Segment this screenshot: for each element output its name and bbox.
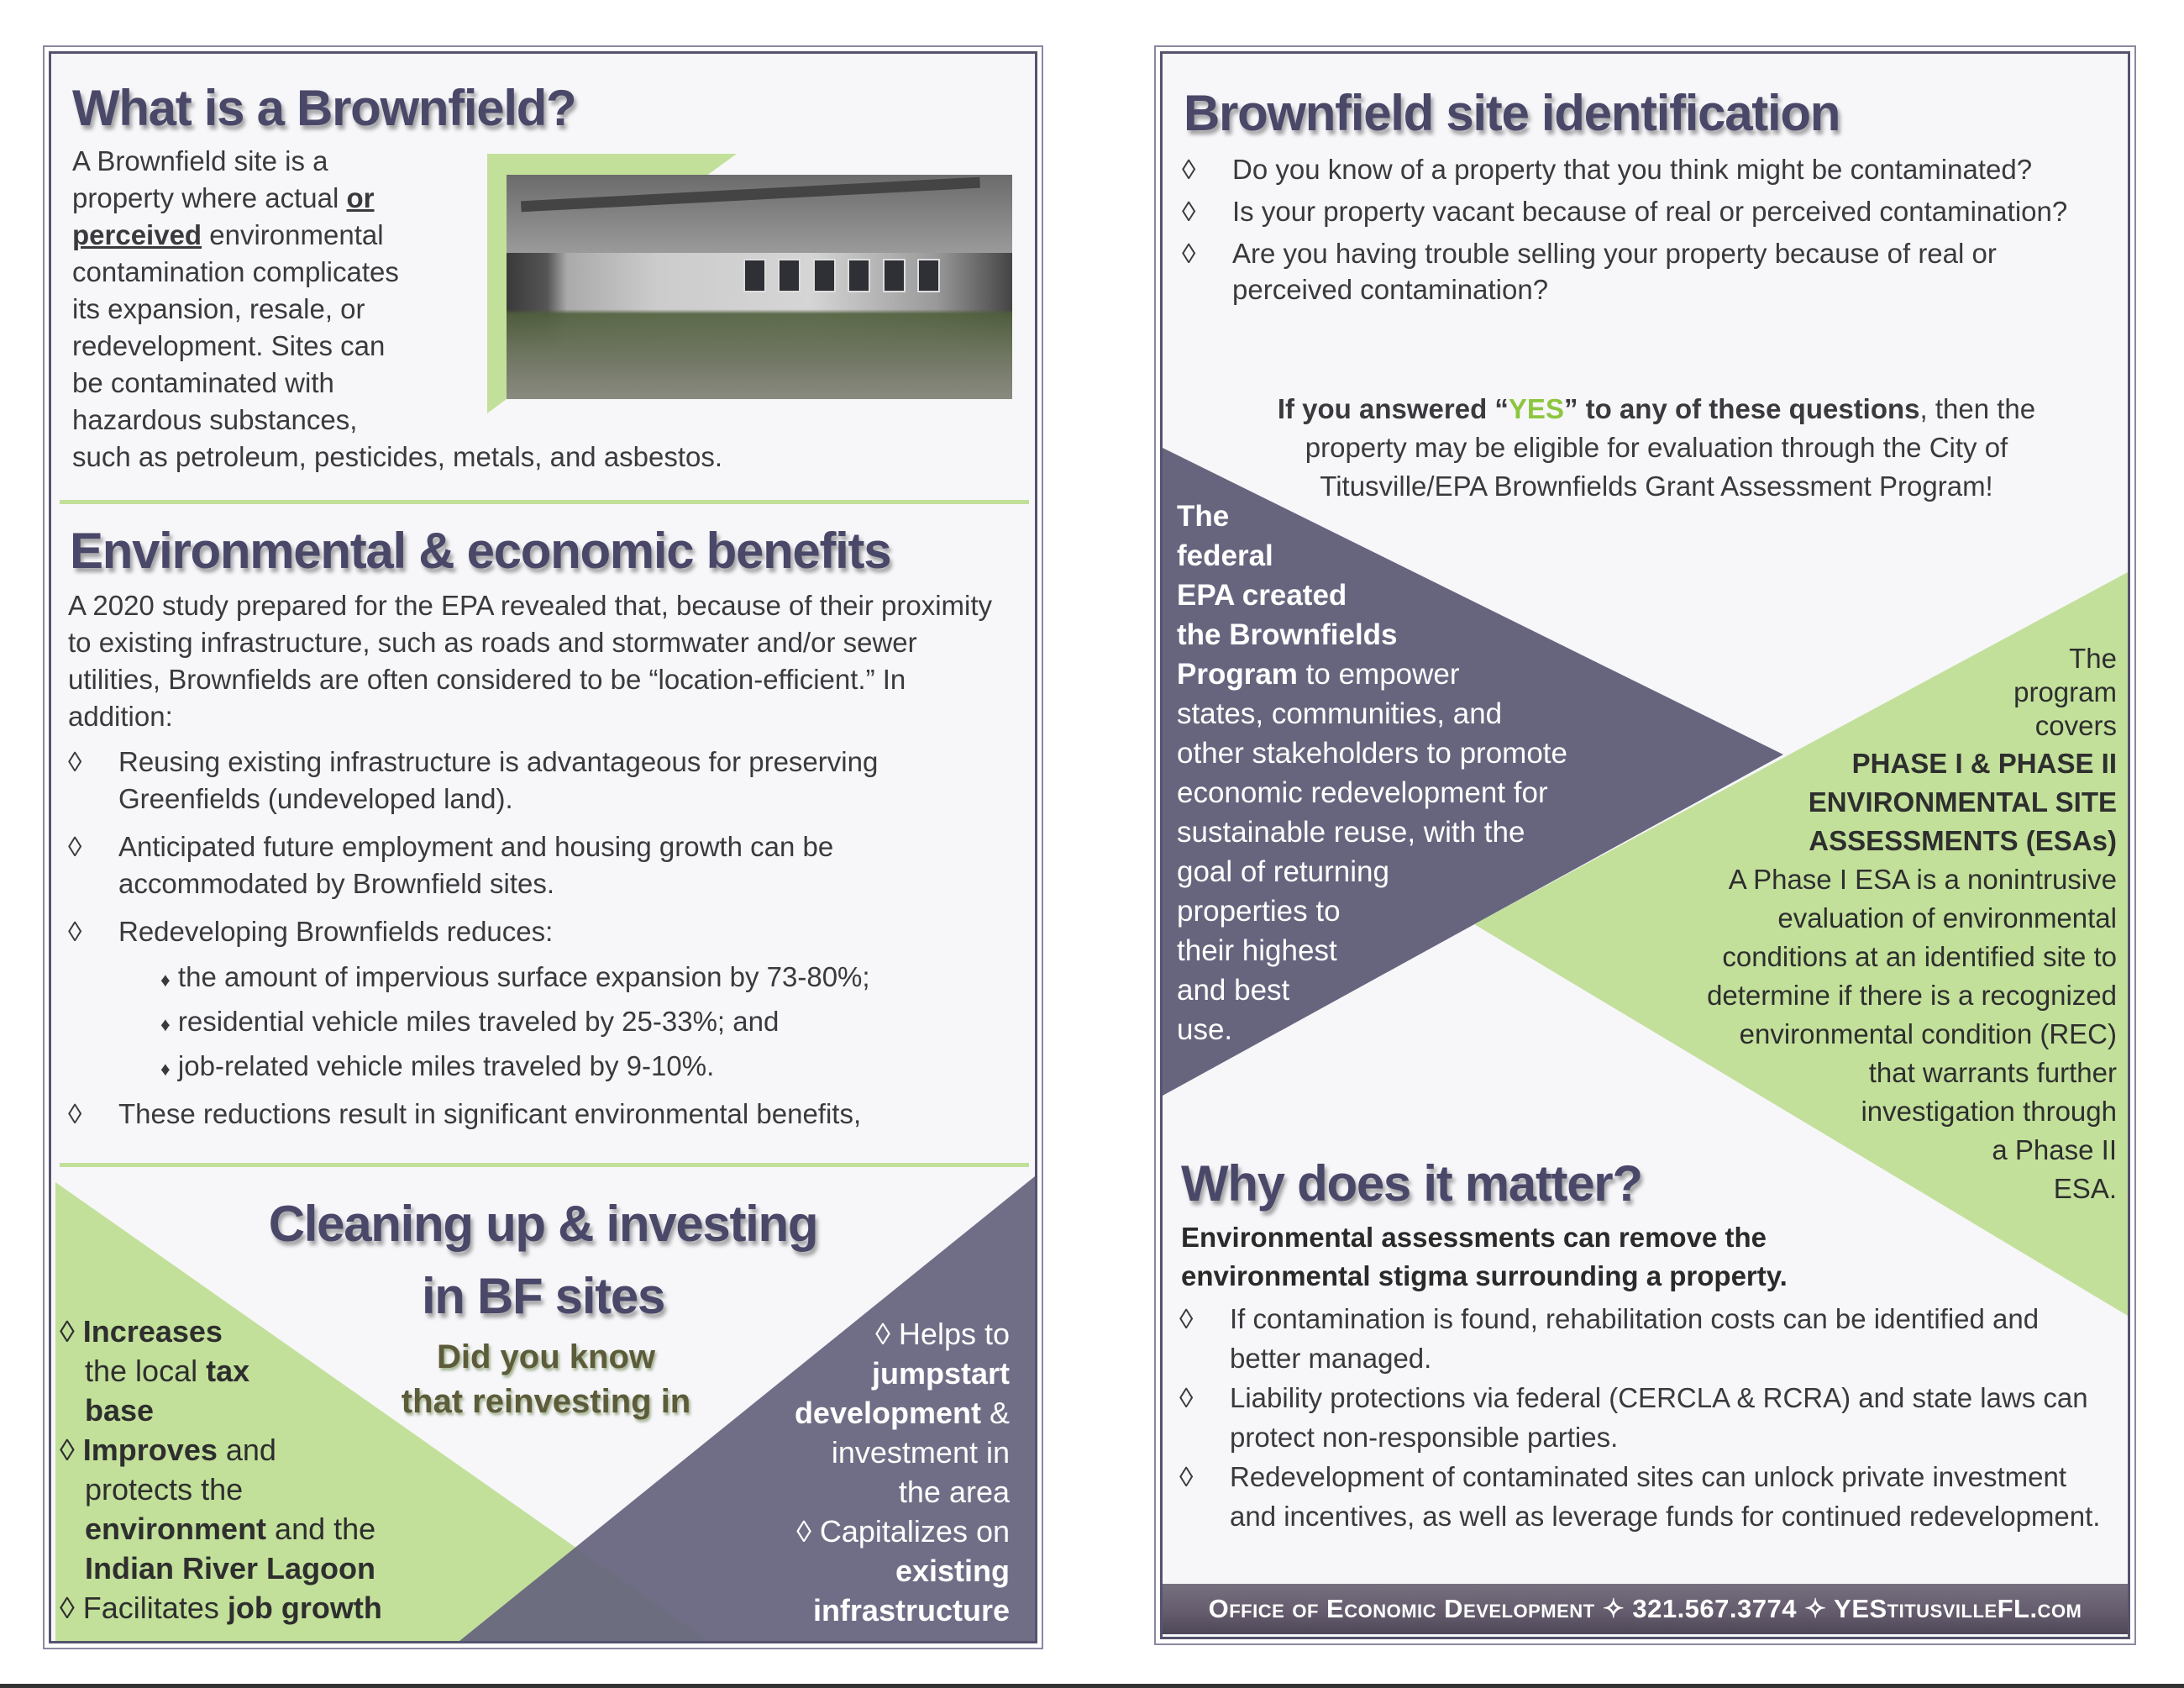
diamond-icon: ◊ (68, 916, 82, 947)
diamond-icon: ◊ (1182, 238, 1196, 269)
text-line (1177, 852, 1567, 891)
text-segment: tax (206, 1354, 250, 1388)
question-text: Are you having trouble selling your property because of real or perceived contamination? (1232, 238, 1997, 305)
matter-item (1179, 1457, 2110, 1536)
text-segment: investment in (831, 1435, 1010, 1470)
text-segment: A Brownfield site is a (72, 145, 328, 176)
text-segment: determine if there is a recognized (1707, 980, 2117, 1011)
text-line (795, 1551, 1010, 1591)
text-line (60, 1588, 382, 1628)
text-segment: development (794, 1396, 981, 1430)
text-lines (60, 1312, 382, 1628)
text-segment: the Brownfields (1177, 618, 1398, 651)
text-segment: & (980, 1396, 1010, 1430)
text-segment: ASSESSMENTS (ESAs) (1809, 825, 2117, 856)
reduction-text: the amount of impervious surface expansion by 73-80%; (177, 961, 870, 992)
section-divider (60, 1163, 1029, 1167)
text-line (1177, 812, 1567, 852)
matter-item (1179, 1378, 2110, 1457)
text-line (1707, 822, 2117, 860)
text-line (1707, 744, 2117, 783)
eligibility-text: If you answered “ (1277, 393, 1509, 424)
matter-text: Redevelopment of contaminated sites can unlock private investment and incentives, as well as leverage funds for continued redevelopment. (1230, 1461, 2101, 1532)
text-segment: sustainable reuse, with the (1177, 816, 1525, 849)
question-item (1182, 151, 2071, 187)
benefit-item (68, 828, 999, 902)
text-line (1707, 1015, 2117, 1054)
text-line (1707, 1131, 2117, 1170)
text-line (1707, 976, 2117, 1015)
text-line (1707, 1054, 2117, 1092)
benefits-title: Environmental & economic benefits (70, 523, 891, 579)
diamond-icon: ◊ (1179, 1461, 1194, 1492)
diamond-icon: ◊ (1182, 196, 1196, 227)
text-line (1177, 615, 1567, 655)
text-line (1707, 899, 2117, 938)
benefit-text: Reusing existing infrastructure is advantageous for preserving Greenfields (undeveloped land). (118, 746, 879, 814)
text-segment: contamination complicates (72, 256, 399, 287)
text-segment: existing (895, 1554, 1010, 1588)
bullet-icon: ♦ (160, 1013, 171, 1035)
text-segment: and (217, 1433, 276, 1467)
website-link[interactable]: YEStitusvilleFL.com (1834, 1594, 2082, 1623)
label-line: program (2013, 676, 2117, 707)
text-line (795, 1433, 1010, 1472)
matter-lead: Environmental assessments can remove the environmental stigma surrounding a property. (1181, 1222, 1788, 1291)
text-line (72, 328, 722, 365)
did-you-know-line: Did you know (437, 1338, 655, 1375)
contact-footer (1163, 1584, 2128, 1634)
text-segment: Increases (82, 1314, 223, 1349)
text-line (1707, 860, 2117, 899)
text-segment: and best (1177, 974, 1290, 1007)
reduction-text: residential vehicle miles traveled by 25-33%; and (177, 1006, 780, 1037)
program-covers-label (2013, 642, 2117, 743)
text-line (795, 1354, 1010, 1393)
text-segment: investigation through (1861, 1096, 2117, 1127)
sparkle-icon: ✧ (1602, 1594, 1625, 1623)
did-you-know-line: that reinvesting in (401, 1383, 691, 1420)
page-edge (0, 1684, 2184, 1688)
text-line (1177, 970, 1567, 1010)
diamond-icon: ◊ (1182, 154, 1196, 185)
right-panel (1160, 51, 2130, 1639)
text-segment: environmental (202, 219, 384, 250)
reduction-text: job-related vehicle miles traveled by 9-10%. (177, 1050, 715, 1081)
text-line (72, 365, 722, 402)
text-line (795, 1472, 1010, 1512)
section-divider (60, 500, 1029, 504)
text-line (60, 1430, 382, 1470)
text-segment: Program (1177, 658, 1298, 691)
text-line (795, 1393, 1010, 1433)
benefit-item (68, 913, 999, 950)
text-segment: other stakeholders to promote (1177, 737, 1567, 770)
eligibility-text: , then the property may be eligible for evaluation through the City of Titusville/EPA Brownfields Grant Assessment Program! (1305, 393, 2036, 502)
question-item (1182, 235, 2071, 308)
label-line: The (2069, 643, 2117, 674)
text-segment: perceived (72, 219, 202, 250)
text-segment: infrastructure (812, 1593, 1010, 1628)
brownfield-definition (72, 143, 722, 476)
bullet-icon: ♦ (160, 1058, 171, 1080)
yes-highlight: YES (1508, 393, 1564, 424)
text-line (1177, 734, 1567, 773)
questions-list (1182, 151, 2071, 308)
text-segment: job growth (227, 1591, 382, 1625)
text-line (60, 1549, 382, 1588)
title-line: in BF sites (421, 1268, 665, 1324)
bullet-icon: ♦ (160, 969, 171, 991)
text-segment: base (60, 1393, 155, 1428)
esa-description (1707, 744, 2117, 1208)
text-segment: be contaminated with (72, 367, 334, 398)
left-panel (49, 51, 1037, 1643)
text-line (1177, 536, 1567, 576)
title-line: Cleaning up & investing (268, 1196, 818, 1252)
text-segment: use. (1177, 1013, 1233, 1046)
text-segment: jumpstart (871, 1356, 1010, 1391)
text-segment: ENVIRONMENTAL SITE (1808, 786, 2117, 818)
text-segment: that warrants further (1868, 1057, 2117, 1088)
benefit-text: Redeveloping Brownfields reduces: (118, 916, 554, 947)
text-segment: EPA created (1177, 579, 1347, 612)
text-line (72, 439, 722, 476)
eligibility-note (1267, 390, 2046, 506)
text-line (1177, 497, 1567, 536)
benefit-item (68, 1096, 999, 1133)
question-text: Do you know of a property that you think might be contaminated? (1232, 154, 2033, 185)
text-segment: to empower (1297, 658, 1460, 691)
text-segment: ESA. (2053, 1173, 2117, 1204)
text-line (1177, 655, 1567, 694)
text-segment: conditions at an identified site to (1722, 941, 2117, 972)
text-lines (1177, 497, 1567, 1049)
text-segment: environmental condition (REC) (1739, 1018, 2117, 1049)
text-segment: Improves (82, 1433, 218, 1467)
text-segment: federal (1177, 539, 1273, 572)
question-item (1182, 193, 2071, 229)
diamond-icon: ◊ (68, 1098, 82, 1129)
text-line (72, 180, 722, 217)
benefit-text: Anticipated future employment and housing growth can be accommodated by Brownfield sites. (118, 831, 834, 899)
text-line (1177, 694, 1567, 734)
study-paragraph: A 2020 study prepared for the EPA revealed that, because of their proximity to existing infrastructure, such as roads and stormwater and/or sewer utilities, Brownfields are often considered to be “location-efficient.” In addition: (68, 590, 993, 732)
text-segment: protects the (60, 1472, 244, 1507)
did-you-know (330, 1335, 762, 1424)
text-segment: PHASE I & PHASE II (1851, 748, 2117, 779)
text-line (60, 1351, 382, 1391)
office-name: Office of Economic Development (1208, 1594, 1595, 1623)
text-line (1177, 576, 1567, 615)
text-line (60, 1470, 382, 1509)
text-lines (72, 143, 722, 476)
text-line (1177, 1010, 1567, 1049)
text-line (72, 143, 722, 180)
matter-item (1179, 1299, 2110, 1378)
epa-program-text (1177, 497, 1567, 1049)
text-segment: economic redevelopment for (1177, 776, 1548, 809)
text-line (60, 1391, 382, 1430)
text-segment: or (346, 182, 375, 213)
reduction-item (160, 956, 999, 1001)
diamond-icon: ◊ (1179, 1382, 1194, 1413)
text-line (60, 1312, 382, 1351)
text-segment: its expansion, resale, or (72, 293, 365, 324)
text-segment: environment (60, 1512, 267, 1546)
text-line (1707, 1170, 2117, 1208)
text-segment: evaluation of environmental (1777, 902, 2117, 933)
text-line (1707, 783, 2117, 822)
text-segment: ◊ (60, 1314, 83, 1349)
text-segment: such as petroleum, pesticides, metals, and asbestos. (72, 441, 723, 472)
text-segment: goal of returning (1177, 855, 1389, 888)
text-segment: the area (898, 1475, 1010, 1509)
text-segment: states, communities, and (1177, 697, 1503, 730)
text-line (795, 1591, 1010, 1630)
reduction-item (160, 1045, 999, 1090)
text-segment: hazardous substances, (72, 404, 358, 435)
diamond-icon: ◊ (68, 831, 82, 862)
text-line (72, 291, 722, 328)
phone-number[interactable]: 321.567.3774 (1632, 1594, 1797, 1623)
text-segment: The (1177, 500, 1230, 533)
text-line (1177, 931, 1567, 970)
text-segment: the local (60, 1354, 207, 1388)
reduction-item (160, 1001, 999, 1045)
diamond-icon: ◊ (1179, 1303, 1194, 1334)
text-line (72, 402, 722, 439)
text-line (72, 254, 722, 291)
what-is-brownfield-title: What is a Brownfield? (72, 80, 576, 136)
benefit-text: These reductions result in significant environmental benefits, (118, 1098, 862, 1129)
text-line (1707, 938, 2117, 976)
text-segment: redevelopment. Sites can (72, 330, 386, 361)
text-segment: Indian River Lagoon (60, 1551, 376, 1585)
reductions-list (93, 956, 999, 1090)
text-segment: A Phase I ESA is a nonintrusive (1728, 864, 2117, 895)
text-segment: their highest (1177, 934, 1337, 967)
question-text: Is your property vacant because of real or perceived contamination? (1232, 196, 2068, 227)
site-identification-title: Brownfield site identification (1184, 85, 1840, 141)
eligibility-text: ” to any of these questions (1563, 393, 1920, 424)
text-segment: ◊ Facilitates (60, 1591, 228, 1625)
matter-text: If contamination is found, rehabilitation costs can be identified and better managed. (1230, 1303, 2040, 1374)
why-matter-title: Why does it matter? (1181, 1155, 1642, 1212)
text-line (1707, 1092, 2117, 1131)
text-line (1177, 891, 1567, 931)
text-line (72, 217, 722, 254)
matters-list (1179, 1299, 2110, 1536)
text-line (60, 1509, 382, 1549)
text-segment: ◊ Helps to (875, 1317, 1010, 1351)
text-line (795, 1314, 1010, 1354)
text-line (795, 1512, 1010, 1551)
text-segment: property where actual (72, 182, 347, 213)
green-benefits-list (60, 1312, 382, 1628)
text-segment: properties to (1177, 895, 1341, 928)
matter-text: Liability protections via federal (CERCLA & RCRA) and state laws can protect non-responsible parties. (1230, 1382, 2088, 1453)
text-line (1177, 773, 1567, 812)
purple-benefits-list (795, 1314, 1010, 1630)
text-lines (795, 1314, 1010, 1630)
label-line: covers (2034, 710, 2117, 741)
text-segment: ◊ (60, 1433, 83, 1467)
text-segment: and the (266, 1512, 376, 1546)
benefit-item (68, 744, 999, 818)
sparkle-icon: ✧ (1804, 1594, 1827, 1623)
benefits-list (68, 744, 999, 1133)
diamond-icon: ◊ (68, 746, 82, 777)
text-segment: a Phase II (1992, 1134, 2117, 1165)
text-segment: ◊ Capitalizes on (796, 1514, 1010, 1549)
text-lines (1707, 744, 2117, 1208)
